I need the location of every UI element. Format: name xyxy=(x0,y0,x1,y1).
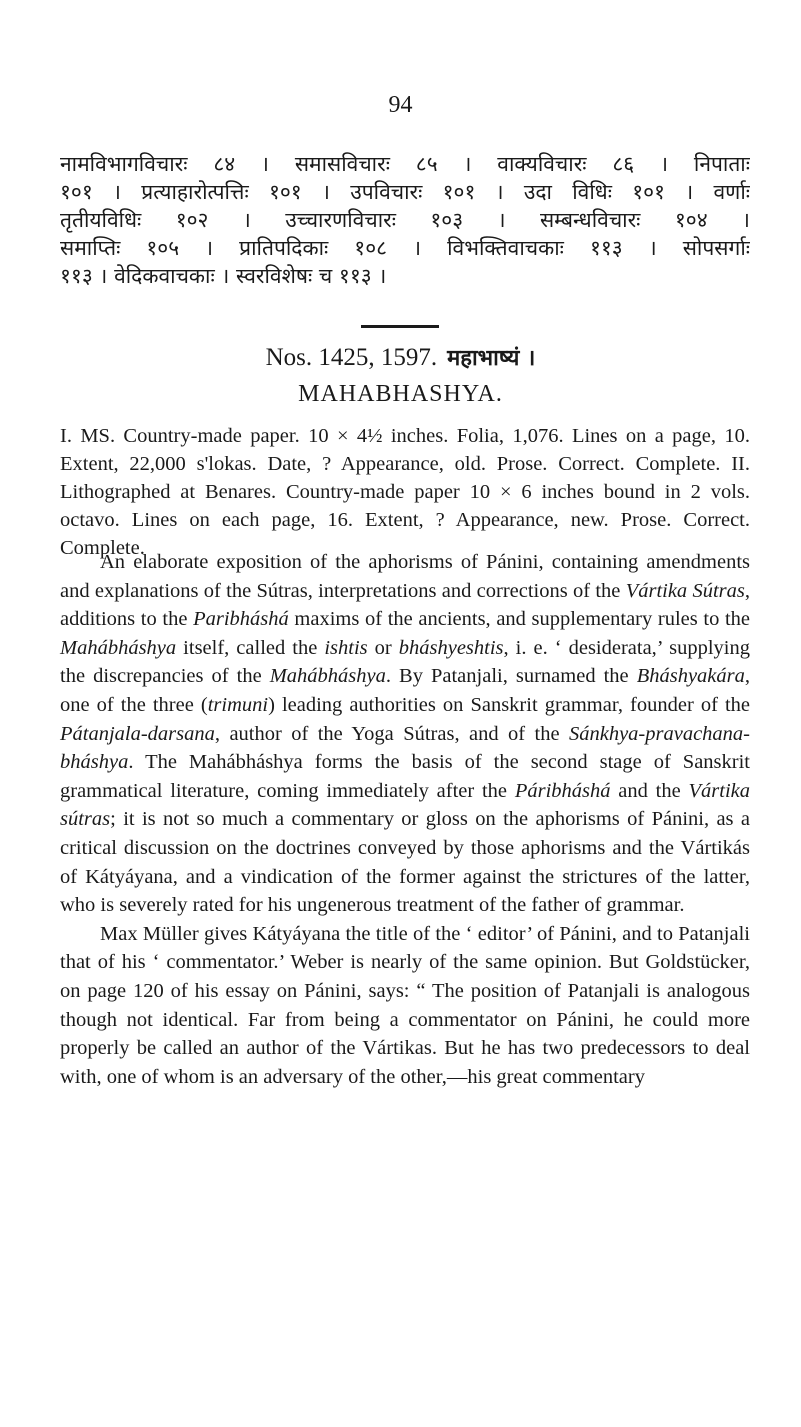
section-divider xyxy=(361,325,439,328)
devanagari-line: समाप्तिः १०५ । प्रातिपदिकाः १०८ । विभक्तिवाचकाः ११३ । सोपसर्गाः xyxy=(60,236,750,260)
devanagari-line: तृतीयविधिः १०२ । उच्चारणविचारः १०३ । सम्बन्धविचारः १०४ । xyxy=(60,208,750,232)
devanagari-line: नामविभागविचारः ८४ । समासविचारः ८५ । वाक्यविचारः ८६ । निपाताः xyxy=(60,152,750,176)
entry-description xyxy=(60,548,750,1091)
page-number: 94 xyxy=(388,92,413,118)
description-paragraph: Max Müller gives Kátyáyana the title of the ‘ editor’ of Pánini, and to Patanjali that of his ‘ commentator.’ Weber is nearly of the same opinion. But Goldstücker, on page 120 of his essay on Pánini, says: “ The position of Patanjali is analogous though not identical. Far from being a commentator on Pánini, he could more properly be called an author of the Vártikas. But he has two predecessors to deal with, one of whom is an adversary of the other,—his great commentary xyxy=(60,922,750,1088)
entry-title-roman: MAHABHASHYA. xyxy=(298,381,503,407)
entry-heading xyxy=(0,342,801,372)
entry-title-devanagari: महाभाष्यं । xyxy=(447,346,536,371)
devanagari-line: ११३ । वेदिकवाचकाः । स्वरविशेषः च ११३ । xyxy=(60,264,387,288)
catalogue-continuation-text xyxy=(60,150,750,290)
entry-numbers: Nos. 1425, 1597. xyxy=(265,344,438,371)
manuscript-details: I. MS. Country-made paper. 10 × 4½ inches. Folia, 1,076. Lines on a page, 10. Extent, 22,000 s'lokas. Date, ? Appearance, old. Prose. Correct. Complete. II. Lithographed at Benares. Country-made paper 10 × 6 inches bound in 2 vols. octavo. Lines on each page, 16. Extent, ? Appearance, new. Prose. Correct. Complete. xyxy=(60,425,750,559)
devanagari-line: १०१ । प्रत्याहारोत्पत्तिः १०१ । उपविचारः १०१ । उदा विधिः १०१ । वर्णाः xyxy=(60,180,750,204)
description-paragraph: An elaborate exposition of the aphorisms of Pánini, containing amendments and explanations of the Sútras, interpretations and corrections of the Vártika Sútras, additions to the Paribháshá maxims of the ancients, and supplementary rules to the Mahábháshya itself, called the ishtis or bháshyeshtis, i. e. ‘ desiderata,’ supplying the discrepancies of the Mahábháshya. By Patanjali, surnamed the Bháshyakára, one of the three (trimuni) leading authorities on Sanskrit grammar, founder of the Pátanjala-darsana, author of the Yoga Sútras, and of the Sánkhya-pravachana-bháshya. The Mahábháshya forms the basis of the second stage of Sanskrit grammatical literature, coming immediately after the Páribháshá and the Vártika sútras; it is not so much a commentary or gloss on the aphorisms of Pánini, as a critical discussion on the doctrines conveyed by those aphorisms and the Vártikás of Kátyáyana, and a vindication of the former against the strictures of the latter, who is severely rated for his ungenerous treatment of the father of grammar. xyxy=(60,551,751,917)
